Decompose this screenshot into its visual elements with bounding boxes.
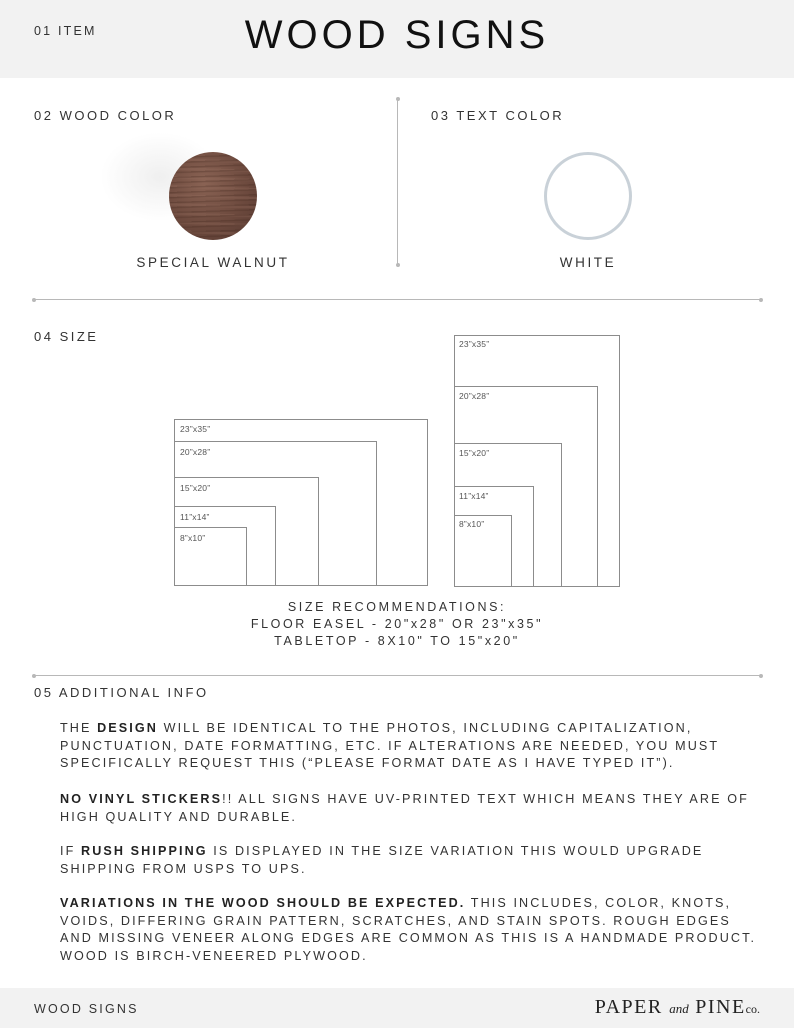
wood-color-section-label: 02 WOOD COLOR [34,108,177,123]
wood-color-swatch [169,152,257,240]
size-recommendations-heading: SIZE RECOMMENDATIONS: [287,600,507,614]
footer-band [0,988,794,1028]
info-shipping-post: IS DISPLAYED IN THE SIZE VARIATION THIS WOULD UPGRADE SHIPPING FROM USPS TO UPS. [60,844,704,876]
info-shipping-bold: RUSH SHIPPING [81,844,208,858]
landscape-label-8x10: 8”x10” [180,533,206,543]
info-design-pre: THE [60,721,98,735]
item-section-label: 01 ITEM [34,24,97,38]
info-paragraph-variations [60,895,760,965]
landscape-label-11x14: 11”x14” [180,512,210,522]
info-design-bold: DESIGN [97,721,158,735]
logo-paper: PAPER [594,996,663,1018]
additional-info-section-label: 05 ADDITIONAL INFO [34,685,209,700]
info-variations-bold: VARIATIONS IN THE WOOD SHOULD BE EXPECTED. [60,896,466,910]
info-variations-post: THIS INCLUDES, COLOR, KNOTS, VOIDS, DIFFERING GRAIN PATTERN, SCRATCHES, AND STAIN SPOTS. ROUGH EDGES AND MISSING VENEER ALONG EDGES ARE COMMON AS THIS IS A HANDMADE PRODUCT. WOOD IS BIRCH-VENEERED PLYWOOD. [60,896,757,963]
landscape-label-20x28: 20”x28” [180,447,211,457]
landscape-label-23x35: 23”x35” [180,424,211,434]
portrait-label-8x10: 8”x10” [459,519,485,529]
landscape-label-15x20: 15”x20” [180,483,211,493]
portrait-label-11x14: 11”x14” [459,491,489,501]
tabletop-recommendation: TABLETOP - 8X10" TO 15"x20" [274,634,520,648]
portrait-label-15x20: 15”x20” [459,448,490,458]
horizontal-divider-2 [34,675,761,676]
logo-co: co. [745,1002,760,1016]
logo-and: and [669,1001,689,1016]
info-paragraph-vinyl [60,791,760,826]
info-vinyl-post: !! ALL SIGNS HAVE UV-PRINTED TEXT WHICH MEANS THEY ARE OF HIGH QUALITY AND DURABLE. [60,792,749,824]
footer-product-name: WOOD SIGNS [34,1002,139,1016]
info-shipping-pre: IF [60,844,81,858]
portrait-label-20x28: 20”x28” [459,391,490,401]
horizontal-divider-1 [34,299,761,300]
logo-pine: PINE [695,996,746,1018]
wood-color-name: SPECIAL WALNUT [136,255,290,270]
size-section-label: 04 SIZE [34,329,99,344]
portrait-label-23x35: 23”x35” [459,339,490,349]
floor-easel-recommendation: FLOOR EASEL - 20"x28" OR 23"x35" [250,617,544,631]
info-vinyl-bold: NO VINYL STICKERS [60,792,223,806]
info-paragraph-design [60,720,760,773]
info-design-post: WILL BE IDENTICAL TO THE PHOTOS, INCLUDING CAPITALIZATION, PUNCTUATION, DATE FORMATTING, ETC. IF ALTERATIONS ARE NEEDED, YOU MUST SPECIFICALLY REQUEST THIS (“PLEASE FORMAT DATE AS I HAVE TYPED IT”). [60,721,719,770]
info-paragraph-shipping [60,843,760,878]
text-color-section-label: 03 TEXT COLOR [431,108,565,123]
brand-logo [595,996,760,1019]
header-band [0,0,794,78]
vertical-divider [397,99,398,265]
page-title: WOOD SIGNS [244,13,550,57]
text-color-swatch [544,152,632,240]
text-color-name: WHITE [559,255,617,270]
